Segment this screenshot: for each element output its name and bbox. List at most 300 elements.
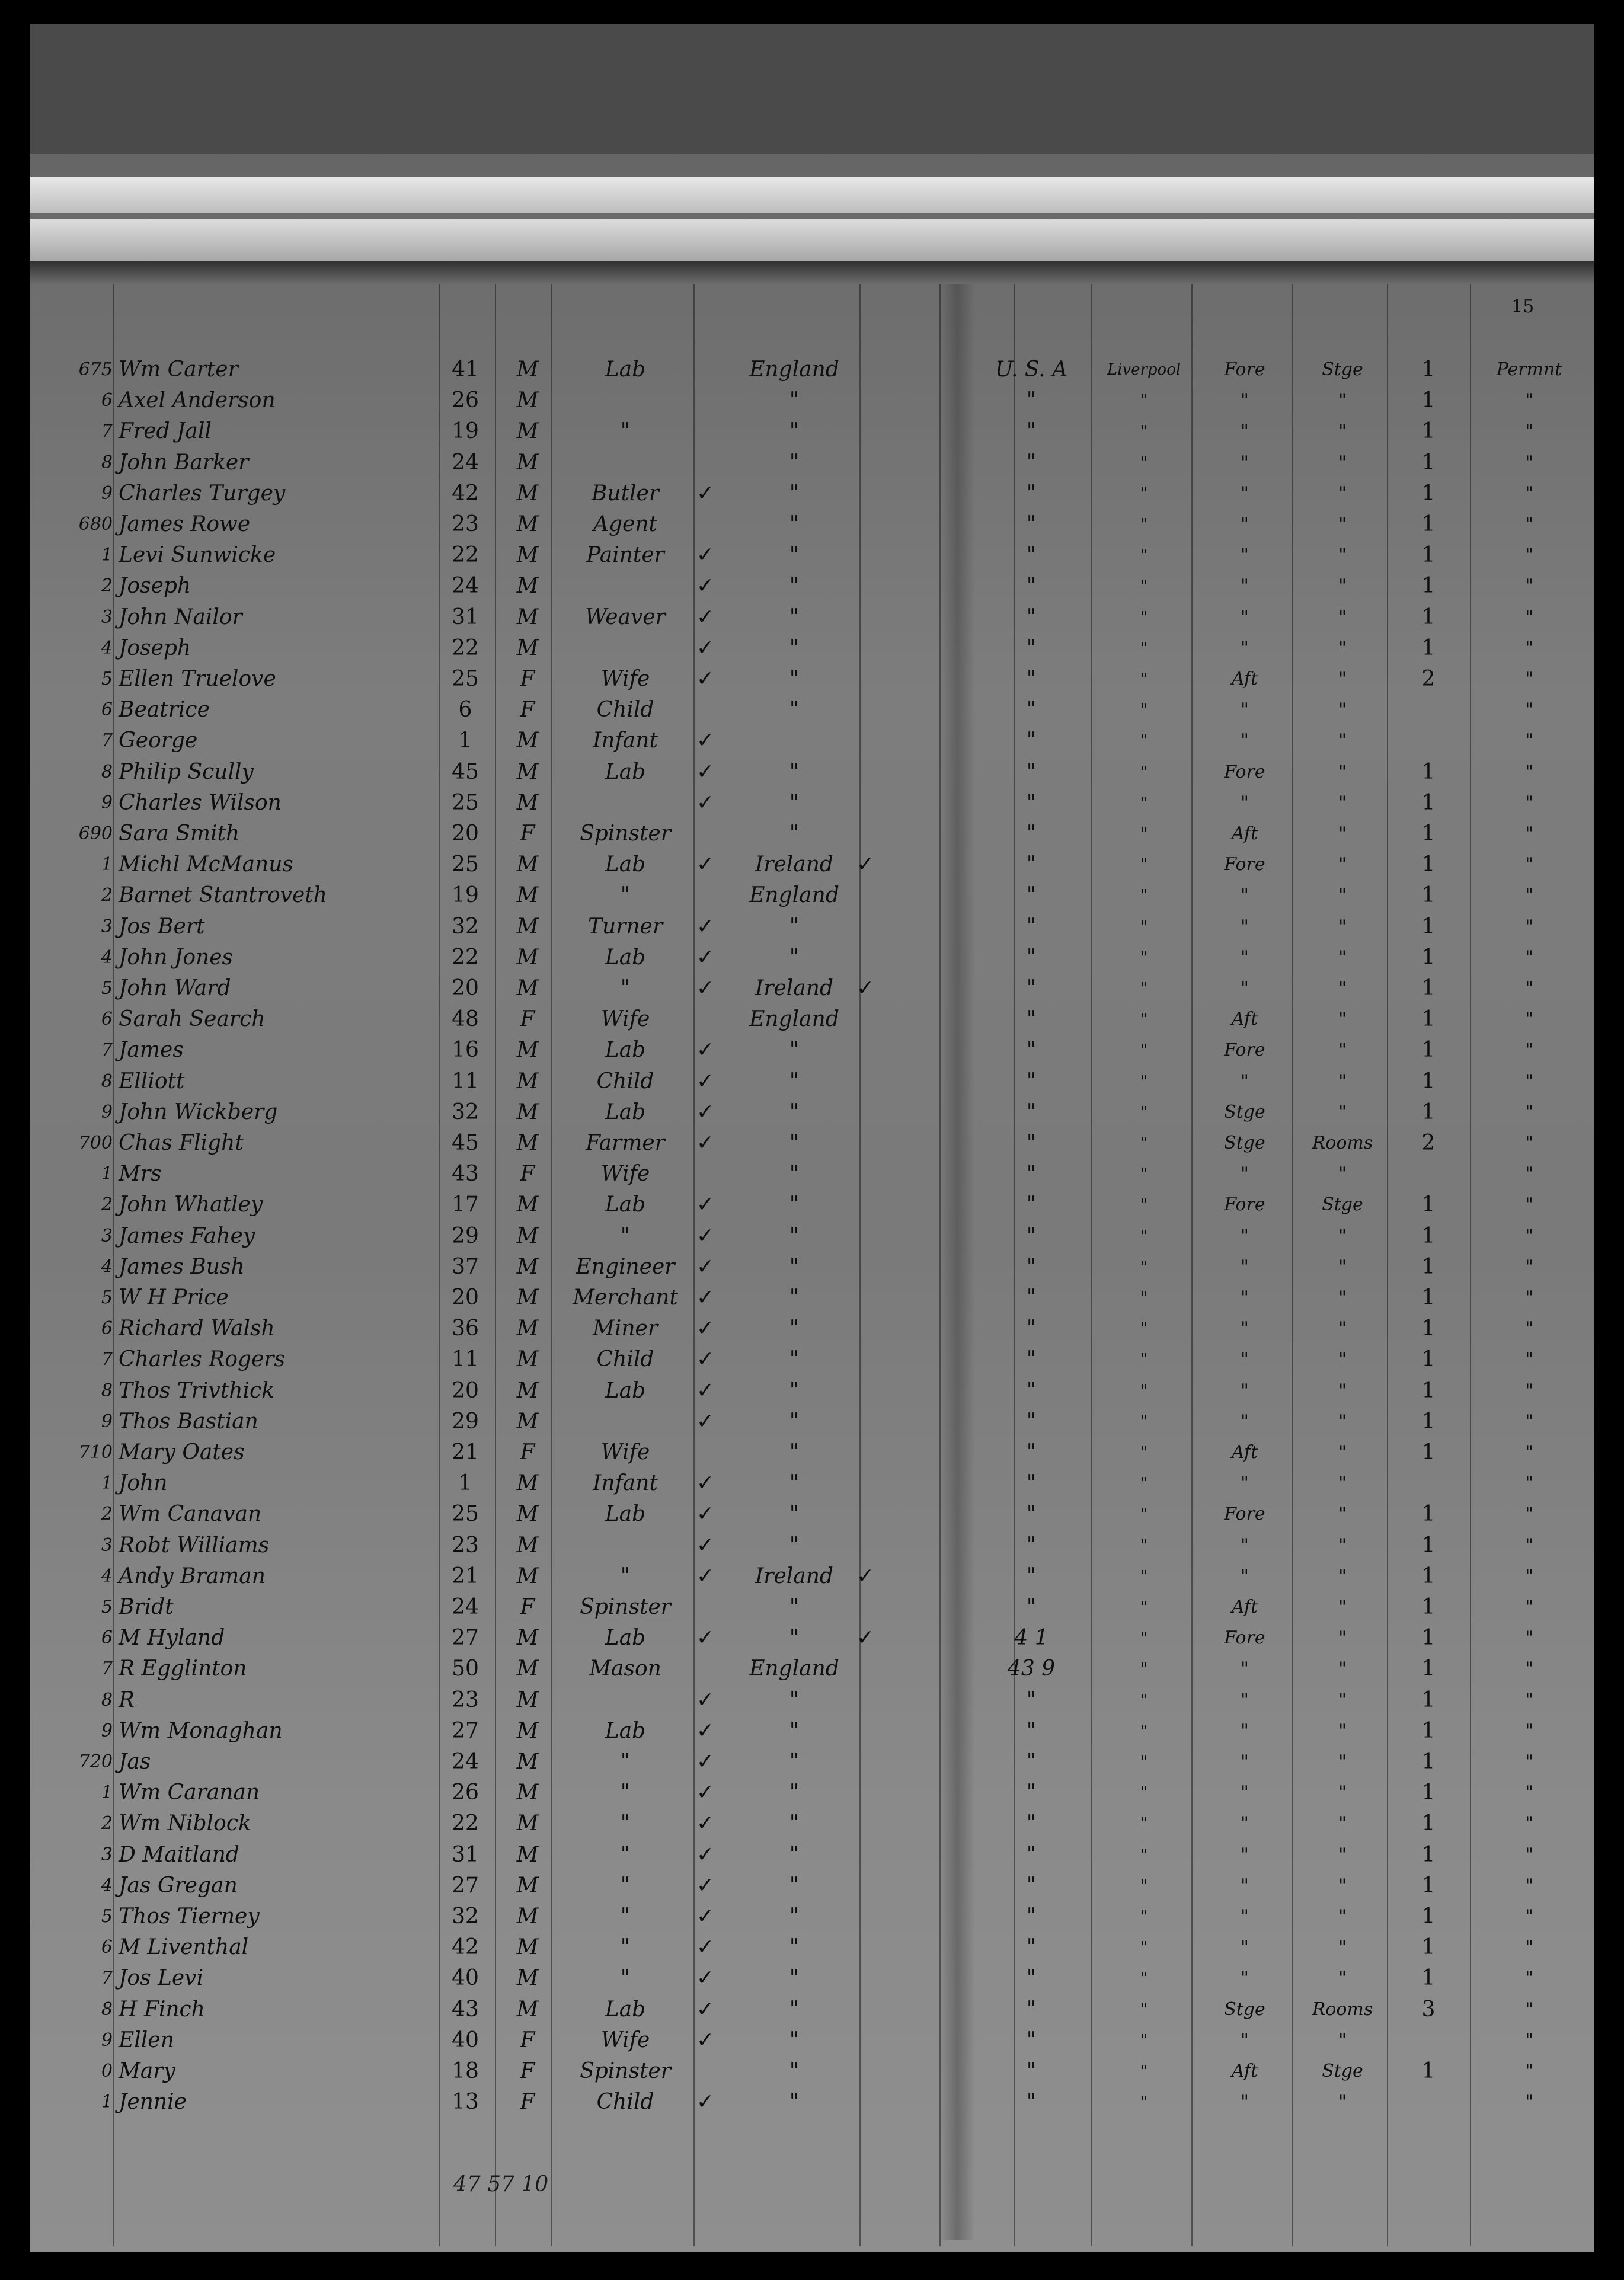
accommodation: Stge xyxy=(1322,1194,1363,1215)
port: Liverpool xyxy=(1107,361,1181,379)
passenger-name: Jennie xyxy=(119,2090,187,2114)
accommodation: " xyxy=(1338,2092,1347,2112)
row-number: 8 xyxy=(101,452,113,473)
ship-part: Fore xyxy=(1224,854,1265,875)
check-mark: ✓ xyxy=(696,1533,715,1558)
passenger-country: " xyxy=(789,1843,800,1867)
destination: " xyxy=(1026,852,1037,877)
accommodation: " xyxy=(1338,1751,1347,1772)
intention: " xyxy=(1525,669,1533,689)
ship-part: " xyxy=(1241,1163,1249,1184)
intention: " xyxy=(1525,1287,1533,1308)
passenger-occupation: Spinster xyxy=(580,1595,671,1619)
table-row xyxy=(30,1035,1594,1066)
accommodation: " xyxy=(1338,1102,1347,1123)
table-row xyxy=(30,1004,1594,1035)
passenger-country: " xyxy=(789,605,800,629)
passenger-name: Charles Wilson xyxy=(119,791,282,815)
passenger-occupation: Miner xyxy=(592,1316,658,1341)
passenger-sex: M xyxy=(516,1873,539,1898)
intention: " xyxy=(1525,575,1533,596)
passenger-country: " xyxy=(789,1440,800,1464)
passenger-occupation: Spinster xyxy=(580,821,671,846)
passenger-name: Charles Turgey xyxy=(119,481,286,506)
destination: " xyxy=(1026,1533,1037,1558)
ship-part: " xyxy=(1241,1256,1249,1277)
row-number: 2 xyxy=(101,575,113,596)
table-row xyxy=(30,1128,1594,1159)
passenger-age: 25 xyxy=(452,667,479,691)
table-row xyxy=(30,880,1594,911)
ship-part: " xyxy=(1241,1071,1249,1092)
destination: " xyxy=(1026,1347,1037,1371)
passenger-country: " xyxy=(789,1935,800,1959)
table-row xyxy=(30,385,1594,416)
ship-part: Fore xyxy=(1224,1504,1265,1524)
passenger-occupation: Lab xyxy=(605,1719,646,1743)
passenger-country: " xyxy=(789,1038,800,1062)
passenger-sex: M xyxy=(516,450,539,475)
passenger-name: Jos Levi xyxy=(119,1966,204,1990)
destination: " xyxy=(1026,450,1037,475)
check-mark: ✓ xyxy=(696,481,715,506)
table-row xyxy=(30,571,1594,602)
accommodation: " xyxy=(1338,978,1347,999)
accommodation: " xyxy=(1338,1226,1347,1246)
passenger-name: Wm Carter xyxy=(119,357,238,382)
passenger-age: 23 xyxy=(452,1688,479,1712)
passenger-sex: M xyxy=(516,1192,539,1217)
table-row xyxy=(30,509,1594,540)
ship-part: " xyxy=(1241,1226,1249,1246)
passenger-country: " xyxy=(789,419,800,443)
ship-part: Aft xyxy=(1231,1009,1258,1029)
table-row xyxy=(30,447,1594,478)
passenger-sex: M xyxy=(516,543,539,567)
port: " xyxy=(1140,423,1147,440)
intention: " xyxy=(1525,1566,1533,1587)
passenger-count: 1 xyxy=(1421,1440,1436,1464)
passenger-sex: M xyxy=(516,1286,539,1310)
passenger-name: Ellen Truelove xyxy=(119,667,276,691)
check-mark: ✓ xyxy=(696,605,715,629)
row-number: 3 xyxy=(101,1844,113,1865)
row-number: 720 xyxy=(78,1751,113,1772)
passenger-sex: F xyxy=(520,2090,535,2114)
accommodation: " xyxy=(1338,1813,1347,1834)
intention: " xyxy=(1525,1256,1533,1277)
passenger-name: Mary Oates xyxy=(119,1440,245,1464)
passenger-country: " xyxy=(789,1192,800,1217)
row-number: 7 xyxy=(101,1040,113,1060)
row-number: 5 xyxy=(101,1906,113,1927)
accommodation: " xyxy=(1338,1256,1347,1277)
check-mark: ✓ xyxy=(696,1286,715,1310)
port: " xyxy=(1140,825,1147,843)
passenger-count: 1 xyxy=(1421,636,1436,660)
ship-part: Fore xyxy=(1224,1040,1265,1060)
passenger-name: Mrs xyxy=(119,1162,162,1186)
port: " xyxy=(1140,794,1147,812)
passenger-age: 40 xyxy=(452,1966,479,1990)
destination: " xyxy=(1026,883,1037,907)
ship-part: " xyxy=(1241,575,1249,596)
passenger-country: " xyxy=(789,1347,800,1371)
passenger-count: 1 xyxy=(1421,1843,1436,1867)
ship-part: " xyxy=(1241,1380,1249,1401)
table-row xyxy=(30,1870,1594,1901)
passenger-age: 40 xyxy=(452,2028,479,2052)
port: " xyxy=(1140,392,1147,410)
accommodation: " xyxy=(1338,1163,1347,1184)
check-mark: ✓ xyxy=(696,1069,715,1093)
port: " xyxy=(1140,1165,1147,1183)
passenger-sex: F xyxy=(520,1595,535,1619)
passenger-age: 27 xyxy=(452,1719,479,1743)
table-row xyxy=(30,757,1594,788)
port: " xyxy=(1140,1073,1147,1091)
port: " xyxy=(1140,1227,1147,1245)
passenger-occupation: Lab xyxy=(605,852,646,877)
passenger-occupation: Spinster xyxy=(580,2059,671,2083)
passenger-count: 1 xyxy=(1421,574,1436,598)
port: " xyxy=(1140,949,1147,967)
passenger-age: 41 xyxy=(452,357,479,382)
intention: " xyxy=(1525,1658,1533,1679)
check-mark: ✓ xyxy=(696,914,715,939)
passenger-age: 23 xyxy=(452,512,479,536)
passenger-sex: M xyxy=(516,945,539,970)
table-row xyxy=(30,912,1594,942)
intention: " xyxy=(1525,978,1533,999)
ship-part: " xyxy=(1241,1813,1249,1834)
destination: " xyxy=(1026,1379,1037,1403)
row-number: 4 xyxy=(101,1256,113,1277)
table-row xyxy=(30,1623,1594,1654)
destination: " xyxy=(1026,667,1037,691)
row-number: 0 xyxy=(101,2061,113,2081)
row-number: 8 xyxy=(101,1999,113,2020)
ship-part: Fore xyxy=(1224,359,1265,380)
passenger-country: " xyxy=(789,2090,800,2114)
passenger-count: 1 xyxy=(1421,914,1436,939)
accommodation: " xyxy=(1338,1875,1347,1896)
passenger-name: Elliott xyxy=(119,1069,185,1093)
table-row xyxy=(30,354,1594,385)
table-row xyxy=(30,1406,1594,1437)
passenger-age: 19 xyxy=(452,419,479,443)
row-number: 6 xyxy=(101,1937,113,1958)
passenger-age: 17 xyxy=(452,1192,479,1217)
passenger-sex: M xyxy=(516,1471,539,1495)
passenger-age: 20 xyxy=(452,1379,479,1403)
intention: " xyxy=(1525,1535,1533,1556)
passenger-sex: M xyxy=(516,1100,539,1124)
table-row xyxy=(30,1592,1594,1623)
passenger-count: 1 xyxy=(1421,1316,1436,1341)
check-mark: ✓ xyxy=(696,1379,715,1403)
destination: " xyxy=(1026,574,1037,598)
intention: " xyxy=(1525,1937,1533,1958)
passenger-age: 27 xyxy=(452,1626,479,1650)
passenger-sex: F xyxy=(520,2028,535,2052)
row-number: 2 xyxy=(101,1813,113,1834)
intention: " xyxy=(1525,1411,1533,1432)
tick-mark: ✓ xyxy=(856,852,875,877)
destination: " xyxy=(1026,1811,1037,1835)
passenger-occupation: Wife xyxy=(600,1440,650,1464)
passenger-name: James Rowe xyxy=(119,512,251,536)
table-row xyxy=(30,1437,1594,1468)
intention: " xyxy=(1525,514,1533,535)
passenger-occupation: " xyxy=(620,976,631,1000)
passenger-age: 21 xyxy=(452,1564,479,1588)
passenger-name: Beatrice xyxy=(119,698,210,722)
destination: " xyxy=(1026,1069,1037,1093)
check-mark: ✓ xyxy=(696,1347,715,1371)
check-mark: ✓ xyxy=(696,667,715,691)
passenger-occupation: Mason xyxy=(589,1657,661,1681)
passenger-occupation: Agent xyxy=(593,512,657,536)
destination: " xyxy=(1026,388,1037,412)
intention: " xyxy=(1525,1102,1533,1123)
intention: " xyxy=(1525,607,1533,628)
destination: " xyxy=(1026,1286,1037,1310)
destination: " xyxy=(1026,636,1037,660)
passenger-count: 1 xyxy=(1421,821,1436,846)
row-number: 8 xyxy=(101,1690,113,1710)
destination: " xyxy=(1026,1162,1037,1186)
destination: U. S. A xyxy=(995,357,1068,382)
port: " xyxy=(1140,1815,1147,1833)
passenger-age: 25 xyxy=(452,1502,479,1526)
passenger-sex: M xyxy=(516,388,539,412)
check-mark: ✓ xyxy=(696,1780,715,1805)
ship-part: " xyxy=(1241,916,1249,937)
passenger-country: " xyxy=(789,1409,800,1434)
passenger-name: Jos Bert xyxy=(119,914,205,939)
destination: " xyxy=(1026,1131,1037,1155)
passenger-age: 22 xyxy=(452,945,479,970)
passenger-country: " xyxy=(789,450,800,475)
accommodation: " xyxy=(1338,1937,1347,1958)
passenger-count: 1 xyxy=(1421,945,1436,970)
passenger-sex: F xyxy=(520,698,535,722)
passenger-age: 23 xyxy=(452,1533,479,1558)
accommodation: " xyxy=(1338,854,1347,875)
passenger-sex: M xyxy=(516,1038,539,1062)
check-mark: ✓ xyxy=(696,1471,715,1495)
port: " xyxy=(1140,1413,1147,1431)
passenger-sex: M xyxy=(516,1843,539,1867)
check-mark: ✓ xyxy=(696,1811,715,1835)
row-number: 1 xyxy=(101,2092,113,2112)
intention: " xyxy=(1525,1163,1533,1184)
passenger-count: 1 xyxy=(1421,1255,1436,1279)
passenger-sex: M xyxy=(516,1750,539,1774)
intention: " xyxy=(1525,1071,1533,1092)
port: " xyxy=(1140,454,1147,472)
passenger-name: H Finch xyxy=(119,1997,205,2022)
passenger-sex: M xyxy=(516,1502,539,1526)
port: " xyxy=(1140,763,1147,781)
passenger-occupation: " xyxy=(620,419,631,443)
passenger-count: 1 xyxy=(1421,883,1436,907)
ship-part: " xyxy=(1241,792,1249,813)
passenger-age: 16 xyxy=(452,1038,479,1062)
top-margin xyxy=(30,24,1594,154)
passenger-name: Axel Anderson xyxy=(119,388,276,412)
passenger-count: 1 xyxy=(1421,1564,1436,1588)
table-row xyxy=(30,2056,1594,2087)
ship-part: " xyxy=(1241,730,1249,751)
passenger-age: 50 xyxy=(452,1657,479,1681)
passenger-count: 1 xyxy=(1421,791,1436,815)
passenger-sex: F xyxy=(520,1007,535,1031)
tick-mark: ✓ xyxy=(856,1564,875,1588)
port: " xyxy=(1140,1846,1147,1864)
ship-part: " xyxy=(1241,1844,1249,1865)
check-mark: ✓ xyxy=(696,852,715,877)
accommodation: " xyxy=(1338,1844,1347,1865)
passenger-sex: M xyxy=(516,1626,539,1650)
passenger-country: " xyxy=(789,1502,800,1526)
intention: " xyxy=(1525,1040,1533,1060)
footer-tally: 47 57 10 xyxy=(453,2172,549,2196)
passenger-occupation: Child xyxy=(596,1069,654,1093)
accommodation: " xyxy=(1338,575,1347,596)
destination: " xyxy=(1026,698,1037,722)
passenger-count: 1 xyxy=(1421,450,1436,475)
passenger-sex: M xyxy=(516,1347,539,1371)
passenger-name: John xyxy=(119,1471,168,1495)
ship-part: " xyxy=(1241,545,1249,565)
passenger-age: 27 xyxy=(452,1873,479,1898)
table-row xyxy=(30,942,1594,973)
intention: " xyxy=(1525,1906,1533,1927)
passenger-count: 1 xyxy=(1421,512,1436,536)
passenger-country: " xyxy=(789,1316,800,1341)
passenger-age: 20 xyxy=(452,1286,479,1310)
ship-part: " xyxy=(1241,638,1249,658)
passenger-country: " xyxy=(789,1873,800,1898)
intention: " xyxy=(1525,1782,1533,1803)
passenger-occupation: Wife xyxy=(600,667,650,691)
row-number: 3 xyxy=(101,607,113,628)
intention: " xyxy=(1525,421,1533,442)
destination: " xyxy=(1026,728,1037,753)
passenger-age: 18 xyxy=(452,2059,479,2083)
intention: " xyxy=(1525,1349,1533,1370)
passenger-sex: M xyxy=(516,605,539,629)
row-number: 6 xyxy=(101,1627,113,1648)
accommodation: " xyxy=(1338,1318,1347,1339)
table-row xyxy=(30,1808,1594,1839)
port: " xyxy=(1140,1382,1147,1400)
port: " xyxy=(1140,1444,1147,1462)
passenger-country: " xyxy=(789,1811,800,1835)
ship-part: " xyxy=(1241,390,1249,411)
accommodation: " xyxy=(1338,885,1347,906)
passenger-country: Ireland xyxy=(755,852,833,877)
accommodation: " xyxy=(1338,1906,1347,1927)
accommodation: " xyxy=(1338,823,1347,844)
passenger-name: M Liventhal xyxy=(119,1935,249,1959)
passenger-count: 1 xyxy=(1421,1750,1436,1774)
passenger-name: James xyxy=(119,1038,184,1062)
destination: 43 9 xyxy=(1007,1657,1056,1681)
check-mark: ✓ xyxy=(696,1750,715,1774)
row-number: 7 xyxy=(101,730,113,751)
destination: " xyxy=(1026,1873,1037,1898)
port: " xyxy=(1140,980,1147,997)
passenger-country: " xyxy=(789,1533,800,1558)
table-row xyxy=(30,1189,1594,1220)
table-row xyxy=(30,1561,1594,1592)
intention: " xyxy=(1525,1009,1533,1029)
passenger-age: 13 xyxy=(452,2090,479,2114)
passenger-sex: M xyxy=(516,760,539,784)
passenger-occupation: Wife xyxy=(600,1162,650,1186)
passenger-name: Jas xyxy=(119,1750,151,1774)
passenger-name: John Jones xyxy=(119,945,233,970)
passenger-occupation: " xyxy=(620,1224,631,1248)
port: " xyxy=(1140,639,1147,657)
ship-part: " xyxy=(1241,2030,1249,2051)
passenger-sex: M xyxy=(516,1379,539,1403)
port: " xyxy=(1140,1537,1147,1555)
passenger-occupation: Lab xyxy=(605,1379,646,1403)
intention: " xyxy=(1525,1875,1533,1896)
passenger-age: 22 xyxy=(452,636,479,660)
passenger-occupation: " xyxy=(620,1750,631,1774)
passenger-count: 1 xyxy=(1421,1347,1436,1371)
accommodation: " xyxy=(1338,947,1347,968)
passenger-occupation: Wife xyxy=(600,1007,650,1031)
passenger-sex: M xyxy=(516,636,539,660)
destination: " xyxy=(1026,1904,1037,1929)
intention: " xyxy=(1525,1380,1533,1401)
ship-part: " xyxy=(1241,978,1249,999)
port: " xyxy=(1140,1691,1147,1709)
port: " xyxy=(1140,1598,1147,1616)
row-number: 5 xyxy=(101,1597,113,1617)
row-number: 680 xyxy=(78,514,113,535)
passenger-count: 1 xyxy=(1421,852,1436,877)
destination: " xyxy=(1026,914,1037,939)
passenger-name: Sara Smith xyxy=(119,821,240,846)
passenger-count: 3 xyxy=(1421,1997,1436,2022)
accommodation: " xyxy=(1338,1504,1347,1524)
ship-part: " xyxy=(1241,1690,1249,1710)
row-number: 1 xyxy=(101,1782,113,1803)
row-number: 5 xyxy=(101,978,113,999)
accommodation: " xyxy=(1338,762,1347,782)
passenger-occupation: " xyxy=(620,1904,631,1929)
passenger-country: " xyxy=(789,2059,800,2083)
passenger-sex: M xyxy=(516,1069,539,1093)
port: " xyxy=(1140,2093,1147,2111)
accommodation: " xyxy=(1338,2030,1347,2051)
passenger-name: R xyxy=(119,1688,135,1712)
destination: " xyxy=(1026,1595,1037,1619)
passenger-name: W H Price xyxy=(119,1286,229,1310)
ship-part: " xyxy=(1241,947,1249,968)
ship-part: Aft xyxy=(1231,2061,1258,2081)
accommodation: " xyxy=(1338,1040,1347,1060)
passenger-sex: M xyxy=(516,914,539,939)
paper-strip xyxy=(30,177,1594,213)
